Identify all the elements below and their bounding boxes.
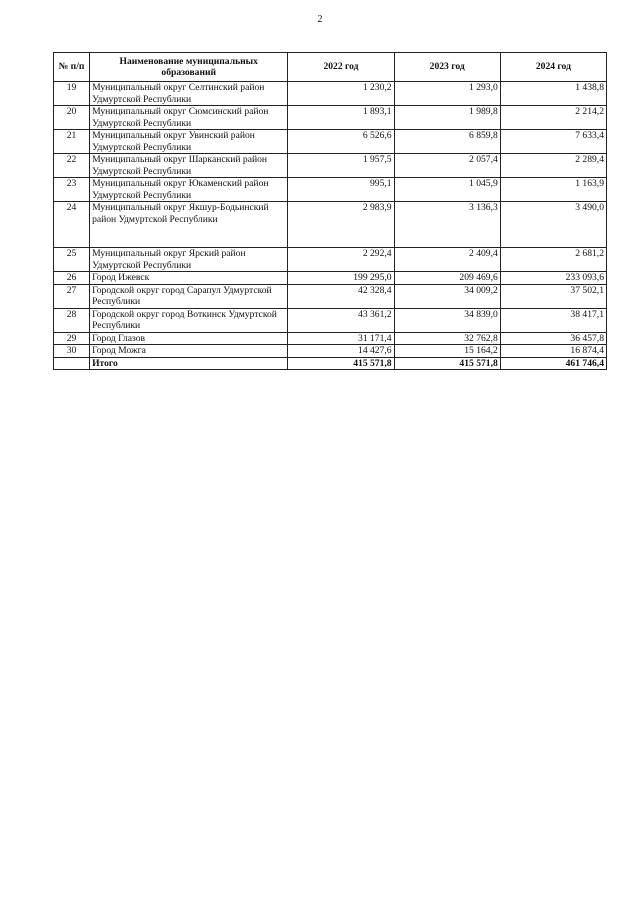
row-2023: 2 409,4 xyxy=(394,248,500,272)
municipal-budget-table xyxy=(53,52,607,370)
row-2022: 199 295,0 xyxy=(288,272,394,285)
row-2024: 36 457,8 xyxy=(500,332,606,345)
row-2023: 209 469,6 xyxy=(394,272,500,285)
row-num: 24 xyxy=(54,202,90,248)
row-name: Муниципальный округ Якшур-Бодьинский район Удмуртской Республики xyxy=(90,202,288,248)
row-name: Муниципальный округ Селтинский район Удмуртской Республики xyxy=(90,82,288,106)
table-row xyxy=(54,202,607,248)
row-2023: 32 762,8 xyxy=(394,332,500,345)
row-2022: 42 328,4 xyxy=(288,284,394,308)
header-2023: 2023 год xyxy=(394,53,500,82)
table-row xyxy=(54,248,607,272)
row-2024: 1 163,9 xyxy=(500,178,606,202)
row-name: Муниципальный округ Юкаменский район Удмуртской Республики xyxy=(90,178,288,202)
table-row xyxy=(54,178,607,202)
row-2022: 995,1 xyxy=(288,178,394,202)
row-num: 30 xyxy=(54,345,90,358)
total-2022: 415 571,8 xyxy=(288,357,394,370)
row-name: Муниципальный округ Ярский район Удмуртской Республики xyxy=(90,248,288,272)
row-num: 26 xyxy=(54,272,90,285)
table-row xyxy=(54,345,607,358)
table-row xyxy=(54,272,607,285)
row-2024: 2 681,2 xyxy=(500,248,606,272)
row-num: 27 xyxy=(54,284,90,308)
row-num: 23 xyxy=(54,178,90,202)
table-row xyxy=(54,130,607,154)
header-num: № п/п xyxy=(54,53,90,82)
row-2022: 1 893,1 xyxy=(288,106,394,130)
row-2024: 2 289,4 xyxy=(500,154,606,178)
row-num: 25 xyxy=(54,248,90,272)
row-2023: 1 293,0 xyxy=(394,82,500,106)
row-2024: 233 093,6 xyxy=(500,272,606,285)
row-2023: 6 859,8 xyxy=(394,130,500,154)
row-num: 22 xyxy=(54,154,90,178)
row-2024: 16 874,4 xyxy=(500,345,606,358)
row-2022: 6 526,6 xyxy=(288,130,394,154)
row-2022: 2 292,4 xyxy=(288,248,394,272)
total-2023: 415 571,8 xyxy=(394,357,500,370)
header-name: Наименование муниципальных образований xyxy=(90,53,288,82)
page-number: 2 xyxy=(317,14,323,25)
row-2022: 14 427,6 xyxy=(288,345,394,358)
row-name: Городской округ город Сарапул Удмуртской Республики xyxy=(90,284,288,308)
total-2024: 461 746,4 xyxy=(500,357,606,370)
table-row xyxy=(54,284,607,308)
row-2023: 34 839,0 xyxy=(394,308,500,332)
row-num: 21 xyxy=(54,130,90,154)
table-row xyxy=(54,308,607,332)
row-2023: 3 136,3 xyxy=(394,202,500,248)
total-num xyxy=(54,357,90,370)
row-name: Муниципальный округ Сюмсинский район Удмуртской Республики xyxy=(90,106,288,130)
row-num: 20 xyxy=(54,106,90,130)
table-row xyxy=(54,154,607,178)
total-row xyxy=(54,357,607,370)
row-num: 19 xyxy=(54,82,90,106)
row-2023: 15 164,2 xyxy=(394,345,500,358)
row-2024: 1 438,8 xyxy=(500,82,606,106)
table-row xyxy=(54,332,607,345)
row-2023: 1 989,8 xyxy=(394,106,500,130)
total-label: Итого xyxy=(90,357,288,370)
row-name: Город Глазов xyxy=(90,332,288,345)
table-row xyxy=(54,106,607,130)
row-2022: 43 361,2 xyxy=(288,308,394,332)
row-2024: 2 214,2 xyxy=(500,106,606,130)
row-2022: 1 230,2 xyxy=(288,82,394,106)
row-2024: 3 490,0 xyxy=(500,202,606,248)
row-2023: 1 045,9 xyxy=(394,178,500,202)
table-header-row xyxy=(54,53,607,82)
row-name: Городской округ город Воткинск Удмуртской Республики xyxy=(90,308,288,332)
row-name: Город Ижевск xyxy=(90,272,288,285)
header-2024: 2024 год xyxy=(500,53,606,82)
row-2023: 34 009,2 xyxy=(394,284,500,308)
row-2022: 2 983,9 xyxy=(288,202,394,248)
header-2022: 2022 год xyxy=(288,53,394,82)
row-num: 28 xyxy=(54,308,90,332)
row-2024: 38 417,1 xyxy=(500,308,606,332)
row-2024: 7 633,4 xyxy=(500,130,606,154)
row-2022: 31 171,4 xyxy=(288,332,394,345)
row-name: Муниципальный округ Шарканский район Удмуртской Республики xyxy=(90,154,288,178)
row-name: Муниципальный округ Увинский район Удмуртской Республики xyxy=(90,130,288,154)
row-2022: 1 957,5 xyxy=(288,154,394,178)
row-2023: 2 057,4 xyxy=(394,154,500,178)
row-name: Город Можга xyxy=(90,345,288,358)
row-2024: 37 502,1 xyxy=(500,284,606,308)
table-row xyxy=(54,82,607,106)
row-num: 29 xyxy=(54,332,90,345)
